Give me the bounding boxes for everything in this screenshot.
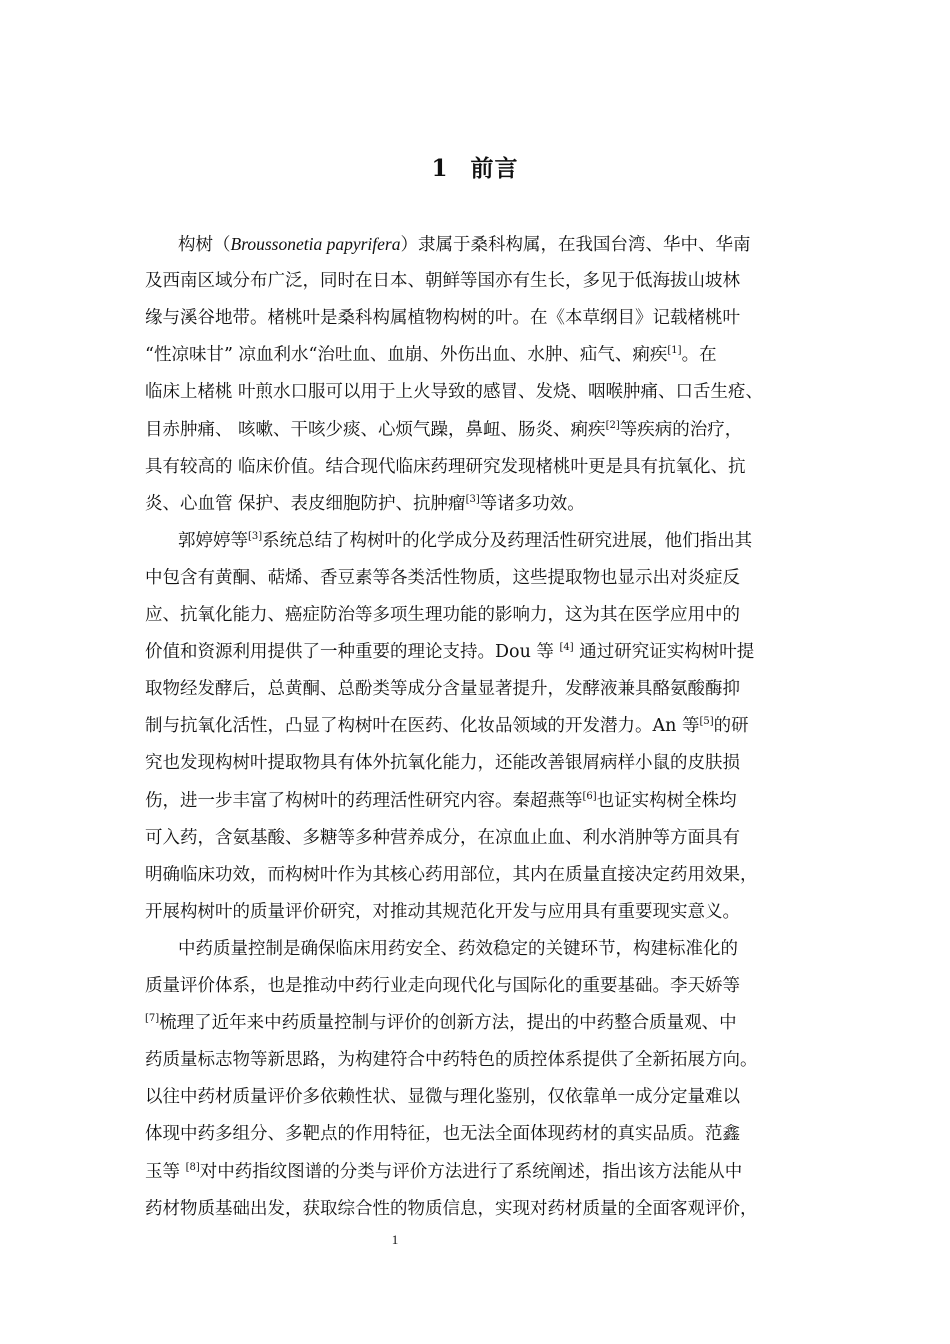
text-run: 中包含有黄酮、萜烯、香豆素等各类活性物质，这些提取物也显示出对炎症反 [145, 567, 740, 588]
text-line [145, 1197, 758, 1221]
page-number: 1 [391, 1232, 399, 1247]
text-run: 中药质量控制是确保临床用药安全、药效稳定的关键环节，构建标准化的 [178, 938, 738, 959]
text-run: 取物经发酵后，总黄酮、总酚类等成分含量显著提升，发酵液兼具酪氨酸酶抑 [145, 679, 740, 700]
text-line [145, 380, 763, 404]
citation-ref: [3] [465, 493, 480, 505]
text-run: 以往中药材质量评价多依赖性状、显微与理化鉴别，仅依靠单一成分定量难以 [145, 1087, 740, 1108]
text-run: 可入药，含氨基酸、多糖等多种营养成分，在凉血止血、利水消肿等方面具有 [145, 827, 740, 848]
text-line [145, 603, 740, 627]
text-line [145, 1085, 740, 1109]
text-run: 具有较高的 临床价值。结合现代临床药理研究发现楮桃叶更是具有抗氧化、抗 [145, 456, 746, 477]
text-line [145, 1160, 742, 1184]
section-number: 1 [431, 155, 449, 182]
text-run: 系统总结了构树叶的化学成分及药理活性研究进展，他们指出其 [262, 530, 753, 551]
citation-ref: [3] [248, 530, 263, 542]
text-run: 。在 [681, 345, 717, 366]
text-run: ）隶属于桑科构属，在我国台湾、华中、华南 [400, 235, 751, 255]
text-run: 制与抗氧化活性，凸显了构树叶在医药、化妆品领域的开发潜力。An 等 [145, 716, 700, 737]
species-name: Broussonetia papyrifera [230, 234, 401, 254]
text-run: 临床上楮桃 叶煎水口服可以用于上火导致的感冒、发烧、咽喉肿痛、口舌生疮、 [145, 382, 764, 403]
text-line [178, 529, 752, 553]
text-run: 目赤肿痛、 咳嗽、干咳少痰、心烦气躁，鼻衄、肠炎、痢疾 [145, 419, 606, 440]
text-run: 炎、心血管 保护、表皮细胞防护、抗肿瘤 [145, 493, 466, 514]
citation-ref: [1] [667, 345, 682, 357]
text-line [145, 863, 758, 887]
citation-ref: [6] [582, 790, 597, 802]
text-run: 对中药指纹图谱的分类与评价方法进行了系统阐述，指出该方法能从中 [199, 1161, 743, 1182]
text-run: 通过研究证实构树叶提 [573, 642, 755, 663]
text-run: 玉等 [145, 1161, 186, 1182]
text-line [178, 232, 750, 256]
text-line [145, 343, 717, 367]
text-line [145, 566, 740, 590]
text-line [145, 455, 746, 479]
text-line [145, 714, 749, 738]
text-line [178, 937, 738, 961]
text-line [145, 677, 740, 701]
text-line [145, 306, 740, 330]
text-line [145, 789, 737, 813]
text-run: 也证实构树全株均 [596, 790, 737, 811]
text-line [145, 900, 740, 924]
text-run: 明确临床功效，而构树叶作为其核心药用部位，其内在质量直接决定药用效果， [145, 864, 758, 885]
text-run: 药质量标志物等新思路，为构建符合中药特色的质控体系提供了全新拓展方向。 [145, 1050, 758, 1071]
text-run: 等诸多功效。 [479, 493, 585, 514]
text-run: 开展构树叶的质量评价研究，对推动其规范化开发与应用具有重要现实意义。 [145, 901, 740, 922]
text-run: 价值和资源利用提供了一种重要的理论支持。Dou 等 [145, 642, 560, 663]
citation-ref: [8] [185, 1161, 200, 1173]
text-line [145, 1011, 737, 1035]
citation-ref: [7] [145, 1013, 160, 1025]
text-run: 体现中药多组分、多靶点的作用特征，也无法全面体现药材的真实品质。范鑫 [145, 1124, 740, 1145]
citation-ref: [4] [559, 642, 574, 654]
text-run: 缘与溪谷地带。楮桃叶是桑科构属植物构树的叶。在《本草纲目》记载楮桃叶 [145, 308, 740, 329]
text-run: 药材物质基础出发，获取综合性的物质信息，实现对药材质量的全面客观评价， [145, 1198, 758, 1219]
text-line [145, 492, 585, 516]
text-run: 质量评价体系，也是推动中药行业走向现代化与国际化的重要基础。李天娇等 [145, 976, 740, 996]
text-line [145, 1048, 758, 1072]
section-title: 前言 [470, 155, 519, 182]
text-line [145, 974, 740, 998]
text-run: “性凉味甘” 凉血利水“治吐血、血崩、外伤出血、水肿、疝气、痢疾 [145, 345, 668, 366]
text-run: 郭婷婷等 [178, 530, 248, 551]
text-run: 等疾病的治疗， [619, 419, 743, 440]
citation-ref: [2] [605, 419, 620, 431]
text-run: 梳理了近年来中药质量控制与评价的创新方法，提出的中药整合质量观、中 [159, 1013, 737, 1034]
text-run: 的研 [713, 716, 749, 737]
text-run: 应、抗氧化能力、癌症防治等多项生理功能的影响力，这为其在医学应用中的 [145, 605, 740, 625]
section-heading [0, 150, 950, 183]
text-line [145, 640, 754, 664]
text-line [145, 751, 740, 775]
citation-ref: [5] [699, 716, 714, 728]
text-run: 及西南区域分布广泛，同时在日本、朝鲜等国亦有生长，多见于低海拔山坡林 [145, 271, 740, 292]
text-line [145, 826, 740, 850]
text-line [145, 418, 742, 442]
text-run: 究也发现构树叶提取物具有体外抗氧化能力，还能改善银屑病样小鼠的皮肤损 [145, 753, 740, 774]
text-run: 伤，进一步丰富了构树叶的药理活性研究内容。秦超燕等 [145, 790, 583, 811]
text-line [145, 1122, 740, 1146]
text-line [145, 269, 740, 293]
text-run: 构树（ [178, 235, 231, 255]
